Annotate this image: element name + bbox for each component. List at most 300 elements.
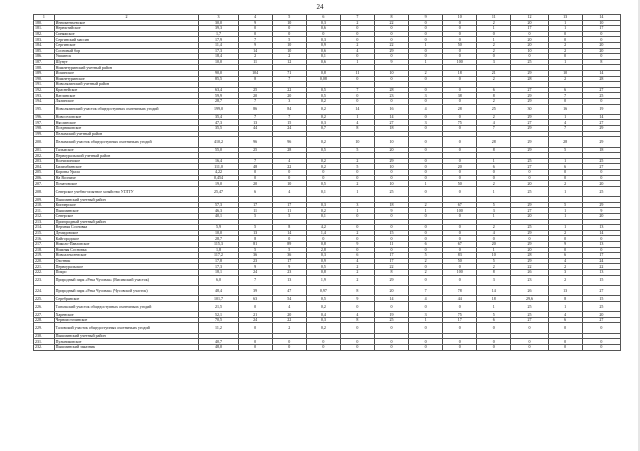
value-cell: 20 (511, 213, 548, 219)
value-cell: 0 (443, 87, 477, 93)
value-cell: 0 (340, 301, 374, 311)
value-cell: 25 (238, 147, 272, 153)
value-cell: 0 (238, 339, 272, 345)
area-name-cell: Тагильский участок общедоступных охотничьих угодий (54, 301, 199, 311)
value-cell: 5 (477, 202, 511, 208)
value-cell: 1,4 (306, 230, 340, 236)
row-number-cell: 226. (34, 301, 55, 311)
value-cell: 0 (409, 137, 443, 147)
value-cell: 0 (582, 98, 620, 104)
value-cell: 5 (409, 253, 443, 259)
value-cell: 1 (409, 59, 443, 65)
value-cell: 20 (238, 181, 272, 187)
value-cell: 0 (238, 345, 272, 351)
area-name-cell: Нижнетуринский учетный район (54, 65, 199, 71)
value-cell: 0,3 (306, 202, 340, 208)
value-cell: 6 (477, 87, 511, 93)
value-cell: 8 (582, 59, 620, 65)
row-number-cell: 221. (34, 264, 55, 270)
value-cell: 3 (477, 275, 511, 285)
value-cell: 2 (477, 48, 511, 54)
value-cell: 27 (582, 164, 620, 170)
value-cell: 1 (548, 20, 582, 26)
row-number-cell: 205. (34, 170, 55, 176)
value-cell: 30,0 (199, 20, 238, 26)
row-number-cell: 220. (34, 258, 55, 264)
table-row (34, 137, 621, 147)
value-cell: 11,4 (199, 42, 238, 48)
row-number-cell: 191. (34, 82, 55, 88)
value-cell: 0 (409, 213, 443, 219)
value-cell: 0 (548, 37, 582, 43)
value-cell: 1 (409, 181, 443, 187)
value-cell: 36 (238, 253, 272, 259)
row-number-cell: 197. (34, 120, 55, 126)
area-name-cell: Нерюктийское (54, 26, 199, 32)
value-cell: 10 (374, 70, 408, 76)
value-cell: 0 (409, 164, 443, 170)
value-cell: 0,2 (306, 164, 340, 170)
value-cell: 5 (272, 213, 306, 219)
value-cell: 7 (238, 158, 272, 164)
value-cell: 29 (374, 48, 408, 54)
value-cell: 30 (511, 104, 548, 114)
value-cell: 0 (548, 170, 582, 176)
value-cell: 0 (443, 31, 477, 37)
value-cell: 0 (443, 48, 477, 54)
value-cell: 47,3 (199, 120, 238, 126)
row-number-cell: 209. (34, 197, 55, 203)
row-number-cell: 185. (34, 48, 55, 54)
row-number-cell: 215. (34, 230, 55, 236)
value-cell: 0 (511, 323, 548, 333)
value-cell: 10 (443, 15, 477, 21)
value-cell: 0 (238, 323, 272, 333)
value-cell: 0 (443, 236, 477, 242)
value-cell: 1 (477, 301, 511, 311)
area-name-cell: Новолялинский участок общедоступных охотничьих угодий (54, 104, 199, 114)
area-name-cell: Пышминский заказник (54, 345, 199, 351)
value-cell: 17,3 (199, 48, 238, 54)
value-cell: 2 (272, 323, 306, 333)
value-cell: 0 (409, 48, 443, 54)
area-name-cell: Кипчерское (54, 202, 199, 208)
value-cell: 17,3 (199, 264, 238, 270)
value-cell: 11 (477, 15, 511, 21)
value-cell: 0 (443, 137, 477, 147)
value-cell: 0 (443, 339, 477, 345)
row-number-cell: 217. (34, 241, 55, 247)
area-name-cell: Сосновый бор (54, 48, 199, 54)
value-cell: 0,8 (306, 269, 340, 275)
value-cell: 0 (340, 76, 374, 82)
value-cell: 20 (477, 241, 511, 247)
row-number-cell: 222. (34, 269, 55, 275)
value-cell: 13 (582, 241, 620, 247)
value-cell: 1 (477, 213, 511, 219)
value-cell: 0 (409, 225, 443, 231)
value-cell: 0 (582, 37, 620, 43)
value-cell: 29 (511, 98, 548, 104)
value-cell: 5 (272, 15, 306, 21)
value-cell: 0 (582, 339, 620, 345)
value-cell: 3 (272, 98, 306, 104)
value-cell: 0 (238, 301, 272, 311)
value-cell: 0 (582, 323, 620, 333)
value-cell: 2 (409, 269, 443, 275)
value-cell: 18 (582, 147, 620, 153)
area-name-cell: Демидовское (54, 230, 199, 236)
value-cell: 0 (238, 26, 272, 32)
area-name-cell: Тальмское (54, 147, 199, 153)
value-cell: 25 (582, 93, 620, 99)
value-cell: 29 (511, 114, 548, 120)
value-cell: 36 (272, 253, 306, 259)
value-cell: 18 (374, 202, 408, 208)
value-cell: 5 (477, 258, 511, 264)
value-cell: 4 (548, 120, 582, 126)
value-cell: 28 (374, 87, 408, 93)
value-cell: 54 (272, 296, 306, 302)
row-number-cell: 214. (34, 225, 55, 231)
value-cell: 25 (511, 186, 548, 196)
value-cell: 25 (511, 158, 548, 164)
value-cell: 29 (374, 158, 408, 164)
value-cell: 24 (272, 126, 306, 132)
value-cell: 15 (374, 230, 408, 236)
area-name-cell: На Волчихе (54, 175, 199, 181)
area-name-cell: Пригородный учетный район (54, 219, 199, 225)
row-number-cell: 199. (34, 131, 55, 137)
value-cell: 0,6 (306, 59, 340, 65)
value-cell: 50 (443, 258, 477, 264)
row-number-cell: 230. (34, 333, 55, 339)
value-cell: 0 (443, 37, 477, 43)
value-cell: 14 (582, 114, 620, 120)
value-cell: 0,1 (306, 54, 340, 60)
value-cell: 8 (477, 269, 511, 275)
value-cell: 22 (272, 317, 306, 323)
value-cell: 6 (477, 164, 511, 170)
value-cell: 8 (477, 147, 511, 153)
value-cell: 86 (238, 104, 272, 114)
value-cell: 17 (511, 26, 548, 32)
value-cell: 0,2 (306, 98, 340, 104)
value-cell: 7 (238, 275, 272, 285)
area-name-cell: Волчихинское (54, 158, 199, 164)
value-cell: 2 (548, 181, 582, 187)
value-cell: 6 (409, 241, 443, 247)
value-cell: 10 (272, 42, 306, 48)
row-number-cell: 219. (34, 253, 55, 259)
table-row (34, 301, 621, 311)
value-cell: 0,2 (306, 114, 340, 120)
value-cell: 1 (477, 37, 511, 43)
value-cell: 8 (238, 236, 272, 242)
value-cell: 4 (477, 230, 511, 236)
value-cell: 19,0 (199, 181, 238, 187)
value-cell: 4 (548, 312, 582, 318)
row-number-cell: 183. (34, 37, 55, 43)
value-cell: 0 (511, 236, 548, 242)
value-cell: 2 (340, 264, 374, 270)
value-cell: 1 (477, 158, 511, 164)
value-cell: 22 (374, 42, 408, 48)
value-cell: 0 (548, 339, 582, 345)
value-cell: 0 (443, 114, 477, 120)
value-cell: 0 (409, 147, 443, 153)
value-cell: 59,9 (199, 93, 238, 99)
value-cell: 1 (409, 208, 443, 214)
value-cell: 4 (409, 296, 443, 302)
value-cell: 9 (374, 208, 408, 214)
value-cell: 5 (238, 225, 272, 231)
value-cell: 0 (409, 170, 443, 176)
value-cell: 0,08 (306, 76, 340, 82)
row-number-cell: 216. (34, 236, 55, 242)
value-cell: 111,0 (199, 164, 238, 170)
value-cell: 2 (409, 70, 443, 76)
value-cell: 2 (477, 181, 511, 187)
value-cell: 4,22 (199, 170, 238, 176)
value-cell: 0 (272, 236, 306, 242)
value-cell: 0,5 (306, 93, 340, 99)
value-cell: 0 (409, 301, 443, 311)
value-cell: 40,1 (199, 213, 238, 219)
row-number-cell: 218. (34, 247, 55, 253)
value-cell: 4 (409, 104, 443, 114)
row-number-cell: 225. (34, 296, 55, 302)
row-number-cell: 188. (34, 65, 55, 71)
value-cell: 0,5 (306, 264, 340, 270)
row-number-cell: 228. (34, 317, 55, 323)
value-cell: 10 (548, 70, 582, 76)
area-name-cell: Пышминский учетный район (54, 197, 199, 203)
value-cell: 14 (582, 230, 620, 236)
value-cell: 0 (477, 31, 511, 37)
value-cell: 7 (272, 76, 306, 82)
area-name-cell: Новолялинский учетный район (54, 82, 199, 88)
value-cell: 12 (272, 59, 306, 65)
value-cell: 25 (582, 186, 620, 196)
row-number-cell: 1 (34, 15, 55, 21)
value-cell: 0 (477, 323, 511, 333)
value-cell: 20 (511, 247, 548, 253)
area-name-cell: Николо-Павловское (54, 241, 199, 247)
value-cell: 81 (238, 241, 272, 247)
value-cell: 0,2 (306, 137, 340, 147)
area-name-cell: Верхняя Сосновка (54, 225, 199, 231)
value-cell: 14 (374, 114, 408, 120)
value-cell: 28 (582, 76, 620, 82)
area-name-cell: Пелымский учетный район (54, 131, 199, 137)
value-cell: 20 (443, 164, 477, 170)
value-cell: 35,4 (199, 114, 238, 120)
value-cell: 28,7 (199, 98, 238, 104)
value-cell: 14 (582, 70, 620, 76)
value-cell: 17 (272, 202, 306, 208)
value-cell: 67 (443, 202, 477, 208)
value-cell: 0 (409, 54, 443, 60)
value-cell: 0 (374, 37, 408, 43)
value-cell: 17 (374, 253, 408, 259)
value-cell: 0 (340, 98, 374, 104)
value-cell: 0 (443, 158, 477, 164)
value-cell: 28 (511, 76, 548, 82)
value-cell: 38 (443, 93, 477, 99)
value-cell: 24 (238, 269, 272, 275)
value-cell: 24 (238, 317, 272, 323)
value-cell: 27 (511, 87, 548, 93)
value-cell: 100 (443, 269, 477, 275)
row-number-cell: 193. (34, 93, 55, 99)
row-number-cell: 203. (34, 158, 55, 164)
value-cell: 0,3 (306, 253, 340, 259)
value-cell: 20 (272, 312, 306, 318)
row-number-cell: 198. (34, 126, 55, 132)
value-cell: 0 (409, 264, 443, 270)
value-cell: 9 (409, 15, 443, 21)
value-cell: 0 (374, 31, 408, 37)
value-cell: 10,0 (199, 59, 238, 65)
value-cell: 35,5 (199, 126, 238, 132)
value-cell: 1 (548, 225, 582, 231)
value-cell: 27 (511, 208, 548, 214)
value-cell: 0 (272, 345, 306, 351)
value-cell: 16 (548, 104, 582, 114)
value-cell: 40,7 (199, 339, 238, 345)
value-cell: 7 (340, 15, 374, 21)
value-cell: 5 (340, 164, 374, 170)
row-number-cell: 204. (34, 164, 55, 170)
area-name-cell: Нижняя Сосновка (54, 247, 199, 253)
value-cell: 14 (340, 104, 374, 114)
value-cell: 23 (511, 275, 548, 285)
value-cell: 4 (272, 301, 306, 311)
value-cell: 0 (477, 54, 511, 60)
value-cell: 100 (443, 208, 477, 214)
row-number-cell: 223. (34, 275, 55, 285)
value-cell: 0 (409, 126, 443, 132)
value-cell: 0 (374, 339, 408, 345)
value-cell: 117,2 (199, 253, 238, 259)
value-cell: 27 (582, 120, 620, 126)
value-cell: 5 (238, 213, 272, 219)
area-name-cell: Иннокентьевское (54, 20, 199, 26)
value-cell: 0,3 (306, 37, 340, 43)
value-cell: 50 (443, 181, 477, 187)
value-cell: 11 (238, 59, 272, 65)
value-cell: 0 (272, 26, 306, 32)
value-cell: 7 (409, 285, 443, 295)
value-cell: 44 (443, 296, 477, 302)
value-cell: 3 (340, 202, 374, 208)
value-cell: 96 (272, 137, 306, 147)
value-cell: 20 (582, 213, 620, 219)
value-cell: 17 (374, 258, 408, 264)
value-cell: 20 (582, 181, 620, 187)
value-cell: 0 (340, 93, 374, 99)
row-number-cell: 182. (34, 31, 55, 37)
value-cell: 9 (238, 264, 272, 270)
value-cell: 28 (477, 137, 511, 147)
value-cell: 2 (340, 158, 374, 164)
value-cell: 8 (238, 76, 272, 82)
value-cell: 0 (443, 345, 477, 351)
value-cell: 3 (477, 208, 511, 214)
value-cell: 12 (511, 15, 548, 21)
value-cell: 1 (548, 26, 582, 32)
value-cell: 0 (548, 345, 582, 351)
value-cell: 0,2 (306, 104, 340, 114)
row-number-cell: 187. (34, 59, 55, 65)
value-cell: 0 (548, 31, 582, 37)
value-cell: 25 (511, 312, 548, 318)
value-cell: 29 (511, 230, 548, 236)
value-cell: 0 (374, 301, 408, 311)
value-cell: 2 (548, 275, 582, 285)
value-cell: 0 (443, 301, 477, 311)
value-cell: 9 (548, 241, 582, 247)
value-cell: 8 (272, 225, 306, 231)
value-cell: 2 (409, 258, 443, 264)
value-cell: 27 (582, 285, 620, 295)
value-cell: 22 (272, 87, 306, 93)
value-cell: 29 (582, 126, 620, 132)
value-cell: 0,5 (306, 296, 340, 302)
area-name-cell: Природный парк «Река Чусовая» (Чусовской участок) (54, 285, 199, 295)
value-cell: 29 (511, 137, 548, 147)
value-cell: 6 (477, 317, 511, 323)
area-name-cell: Покро (54, 269, 199, 275)
area-name-cell: Нижнетуринское (54, 76, 199, 82)
value-cell: 0 (548, 323, 582, 333)
value-cell: 0 (340, 170, 374, 176)
value-cell: 0 (409, 230, 443, 236)
value-cell: 2 (340, 275, 374, 285)
area-name-cell: Билимбаевское (54, 164, 199, 170)
value-cell: 0 (340, 26, 374, 32)
value-cell: 5 (272, 37, 306, 43)
value-cell: 13 (548, 285, 582, 295)
value-cell: 0 (340, 54, 374, 60)
value-cell: 25 (511, 59, 548, 65)
value-cell: 0 (477, 236, 511, 242)
value-cell: 1 (409, 317, 443, 323)
value-cell: 0 (374, 54, 408, 60)
value-cell: 8 (340, 285, 374, 295)
value-cell: 63 (238, 296, 272, 302)
value-cell: 100 (443, 59, 477, 65)
value-cell: 5 (548, 147, 582, 153)
area-name-cell: Сергинский массив (54, 37, 199, 43)
row-number-cell: 181. (34, 26, 55, 32)
value-cell: 0 (238, 31, 272, 37)
value-cell: 0,2 (306, 158, 340, 164)
value-cell: 17 (272, 258, 306, 264)
value-cell: 19 (582, 104, 620, 114)
value-cell: 2 (340, 20, 374, 26)
area-name-cell: Пульниковское (54, 339, 199, 345)
table-row (34, 104, 621, 114)
value-cell: 2 (409, 202, 443, 208)
value-cell: 2 (340, 181, 374, 187)
value-cell: 39,3 (199, 26, 238, 32)
value-cell: 0 (477, 339, 511, 345)
value-cell: 0 (306, 31, 340, 37)
value-cell: 0,5 (306, 87, 340, 93)
area-name-cell: Северское учебно-опытное хозяйство УГЛТУ (54, 186, 199, 196)
